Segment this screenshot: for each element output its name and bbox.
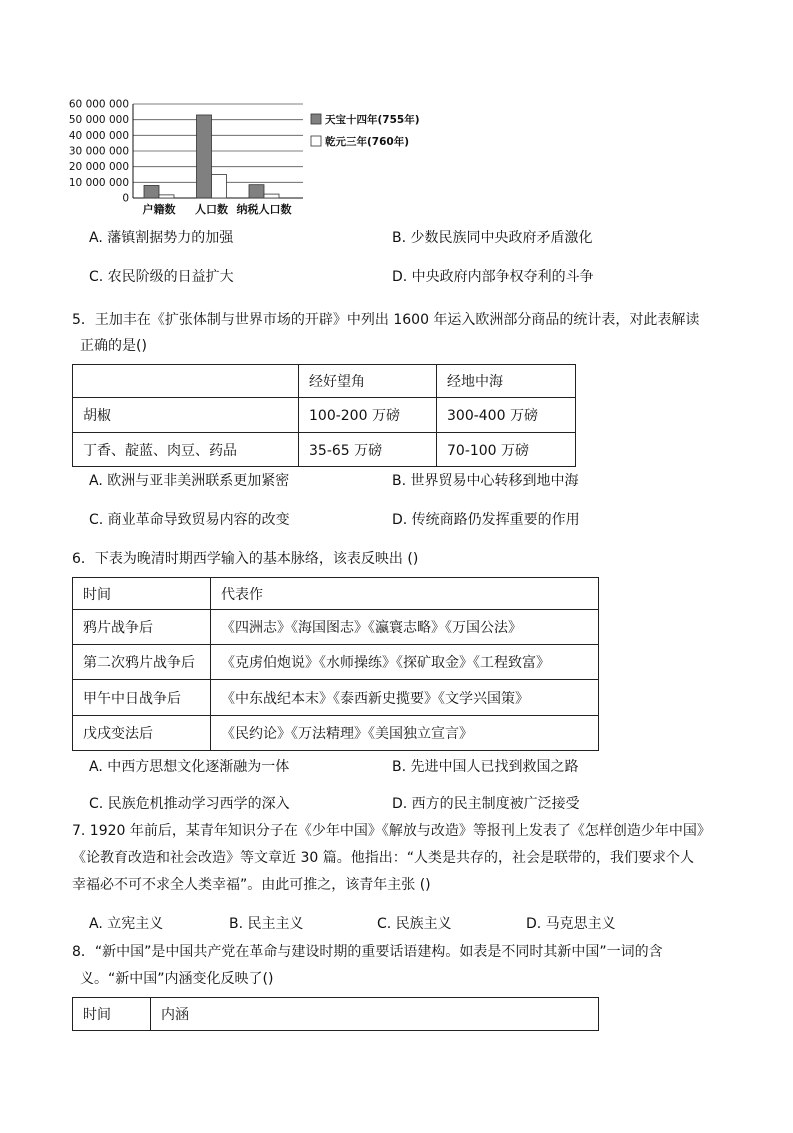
q7-stem-line-1: 7. 1920 年前后，某青年知识分子在《少年中国》《解放与改造》等报刊上发表了《怎样创造少年中国》	[72, 823, 711, 839]
table-header-row	[73, 365, 576, 398]
q7-option-a: A. 立宪主义	[89, 916, 164, 932]
y-tick-label: 40 000 000	[68, 129, 129, 142]
table-header-row	[73, 578, 599, 610]
legend-label-760: 乾元三年(760年)	[325, 136, 410, 148]
q6-western-learning-table	[72, 577, 599, 751]
q7-option-d: D. 马克思主义	[526, 916, 616, 932]
q6-option-c: C. 民族危机推动学习西学的深入	[89, 796, 290, 812]
table-header-row	[73, 998, 599, 1031]
q4-option-c: C. 农民阶级的日益扩大	[89, 269, 234, 285]
bar-1-series-0	[197, 115, 212, 198]
y-tick-label: 30 000 000	[68, 145, 129, 158]
legend-swatch-760	[311, 136, 321, 146]
y-tick-label: 20 000 000	[68, 161, 129, 174]
q5-stem-line-2: 正确的是()	[80, 338, 147, 354]
table-header-cell: 经地中海	[437, 365, 576, 398]
q5-option-b: B. 世界贸易中心转移到地中海	[392, 473, 579, 489]
x-category-label: 户籍数	[142, 203, 176, 216]
legend-label-755: 天宝十四年(755年)	[325, 114, 420, 126]
table-cell: 戊戌变法后	[73, 716, 211, 751]
q8-stem-line-2: 义。“新中国”内涵变化反映了()	[80, 971, 274, 987]
q4-option-a: A. 藩镇割据势力的加强	[89, 230, 234, 246]
q7-option-c: C. 民族主义	[377, 916, 452, 932]
table-cell: 35-65 万磅	[299, 433, 437, 467]
q6-option-d: D. 西方的民主制度被广泛接受	[392, 796, 580, 812]
q7-option-b: B. 民主主义	[229, 916, 304, 932]
table-cell: 《四洲志》《海国图志》《瀛寰志略》《万国公法》	[211, 610, 599, 645]
q6-option-b: B. 先进中国人已找到救国之路	[392, 759, 579, 775]
table-cell: 70-100 万磅	[437, 433, 576, 467]
table-cell: 《民约论》《万法精理》《美国独立宣言》	[211, 716, 599, 751]
y-tick-label: 0	[122, 192, 129, 205]
q5-option-d: D. 传统商路仍发挥重要的作用	[392, 512, 580, 528]
table-header-cell-empty	[73, 365, 299, 398]
q7-stem-line-2: 《论教育改造和社会改造》等文章近 30 篇。他指出：“人类是共存的，社会是联带的，我们要求个人	[72, 850, 694, 866]
table-cell: 《中东战纪本末》《泰西新史揽要》《文学兴国策》	[211, 680, 599, 716]
q5-option-c: C. 商业革命导致贸易内容的改变	[89, 512, 290, 528]
table-row	[73, 680, 599, 716]
table-cell: 第二次鸦片战争后	[73, 645, 211, 680]
y-tick-label: 10 000 000	[68, 176, 129, 189]
q5-stem-line-1: 5．王加丰在《扩张体制与世界市场的开辟》中列出 1600 年运入欧洲部分商品的统计表，对此表解读	[72, 312, 700, 328]
bar-0-series-1	[159, 195, 174, 198]
table-row	[73, 610, 599, 645]
table-row	[73, 716, 599, 751]
legend-swatch-755	[311, 114, 321, 124]
bar-2-series-0	[249, 185, 264, 198]
bar-1-series-1	[212, 175, 227, 199]
q8-new-china-table	[72, 997, 599, 1031]
y-tick-label: 50 000 000	[68, 114, 129, 127]
x-category-label: 纳税人口数	[236, 203, 292, 216]
chart-legend	[311, 113, 420, 148]
chart-bars	[144, 115, 279, 198]
table-header-cell: 经好望角	[299, 365, 437, 398]
table-row	[73, 433, 576, 467]
table-row	[73, 398, 576, 433]
table-cell: 300-400 万磅	[437, 398, 576, 433]
q6-stem: 6．下表为晚清时期西学输入的基本脉络，该表反映出 ()	[72, 551, 419, 567]
table-cell: 甲午中日战争后	[73, 680, 211, 716]
q5-commodity-table	[72, 364, 576, 467]
q6-option-a: A. 中西方思想文化逐渐融为一体	[89, 759, 290, 775]
table-cell: 鸦片战争后	[73, 610, 211, 645]
table-header-cell: 内涵	[151, 998, 599, 1031]
q4-option-b: B. 少数民族同中央政府矛盾激化	[392, 230, 593, 246]
x-category-label: 人口数	[195, 203, 228, 216]
table-cell: 丁香、靛蓝、肉豆、药品	[73, 433, 299, 467]
table-header-cell: 代表作	[211, 578, 599, 610]
table-cell: 《克虏伯炮说》《水师操练》《探矿取金》《工程致富》	[211, 645, 599, 680]
table-cell: 100-200 万磅	[299, 398, 437, 433]
population-bar-chart	[60, 95, 430, 225]
q4-option-d: D. 中央政府内部争权夺利的斗争	[392, 269, 594, 285]
q8-stem-line-1: 8．“新中国”是中国共产党在革命与建设时期的重要话语建构。如表是不同时其新中国”一词的含	[72, 944, 663, 960]
table-row	[73, 645, 599, 680]
table-header-cell: 时间	[73, 998, 151, 1031]
q7-stem-line-3: 幸福必不可不求全人类幸福”。由此可推之，该青年主张 ()	[72, 877, 431, 893]
q5-option-a: A. 欧洲与亚非美洲联系更加紧密	[89, 473, 290, 489]
y-tick-label: 60 000 000	[68, 98, 129, 111]
bar-0-series-0	[144, 185, 159, 198]
table-header-cell: 时间	[73, 578, 211, 610]
table-cell: 胡椒	[73, 398, 299, 433]
bar-2-series-1	[264, 194, 279, 198]
